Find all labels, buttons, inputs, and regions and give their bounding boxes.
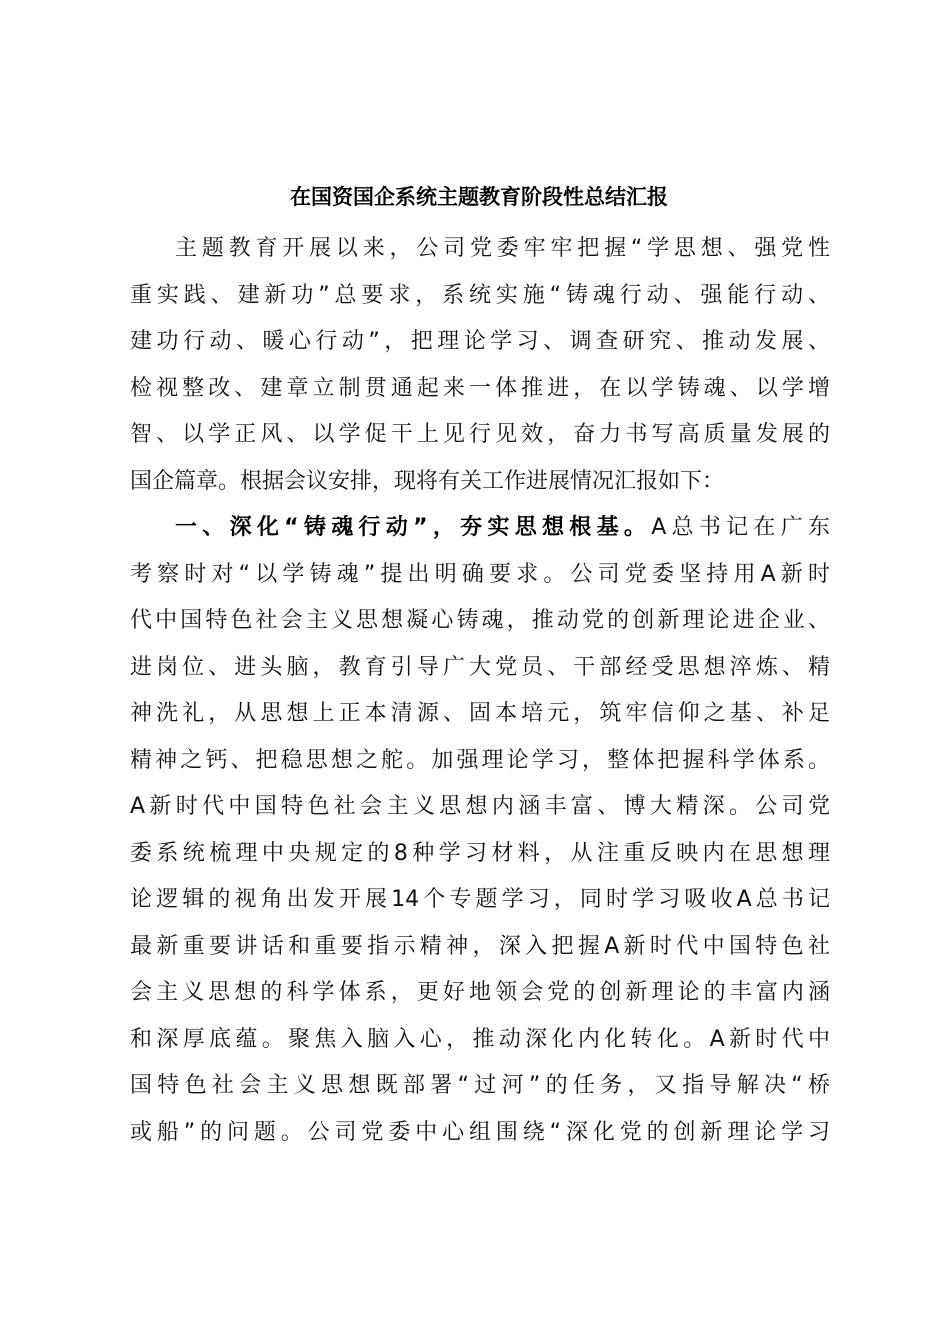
section-heading-line	[130, 505, 830, 552]
text-line: 或船”的问题。公司党委中心组围绕“深化党的创新理论学习	[130, 1119, 830, 1145]
text-line: 精神之钙、把稳思想之舵。加强理论学习，整体把握科学体系。	[130, 747, 830, 773]
text-line: 和深厚底蕴。聚焦入脑入心，推动深化内化转化。A新时代中	[130, 1026, 830, 1052]
text-line: 神洗礼，从思想上正本清源、固本培元，筑牢信仰之基、补足	[130, 701, 830, 726]
text-line: 检视整改、建章立制贯通起来一体推进，在以学铸魂、以学增	[130, 375, 830, 401]
text-line: 委系统梳理中央规定的8种学习材料，从注重反映内在思想理	[130, 840, 830, 866]
text-line: 国特色社会主义思想既部署“过河”的任务，又指导解决“桥	[130, 1073, 830, 1098]
text-run: A总书记在广东	[651, 515, 830, 540]
document-body	[130, 226, 830, 1156]
section-heading: 一、深化“铸魂行动”，夯实思想根基。	[175, 515, 652, 540]
text-line: 进岗位、进头脑，教育引导广大党员、干部经受思想淬炼、精	[130, 654, 830, 680]
text-line: 代中国特色社会主义思想凝心铸魂，推动党的创新理论进企业、	[130, 608, 830, 633]
document-title: 在国资国企系统主题教育阶段性总结汇报	[290, 184, 668, 209]
text-line: 国企篇章。根据会议安排，现将有关工作进展情况汇报如下：	[130, 468, 725, 494]
text-line: A新时代中国特色社会主义思想内涵丰富、博大精深。公司党	[130, 794, 830, 819]
text-line: 最新重要讲话和重要指示精神，深入把握A新时代中国特色社	[130, 933, 830, 959]
text-line: 论逻辑的视角出发开展14个专题学习，同时学习吸收A总书记	[130, 887, 830, 912]
text-line: 智、以学正风、以学促干上见行见效，奋力书写高质量发展的	[130, 422, 830, 447]
paragraph-section-one	[130, 505, 830, 1156]
text-line: 建功行动、暖心行动”，把理论学习、调查研究、推动发展、	[130, 329, 830, 354]
text-line: 会主义思想的科学体系，更好地领会党的创新理论的丰富内涵	[130, 980, 830, 1005]
text-line: 主题教育开展以来，公司党委牢牢把握“学思想、强党性	[175, 236, 830, 261]
paragraph-intro	[130, 226, 830, 505]
text-line: 重实践、建新功”总要求，系统实施“铸魂行动、强能行动、	[130, 282, 830, 308]
text-line: 考察时对“以学铸魂”提出明确要求。公司党委坚持用A新时	[130, 561, 830, 587]
